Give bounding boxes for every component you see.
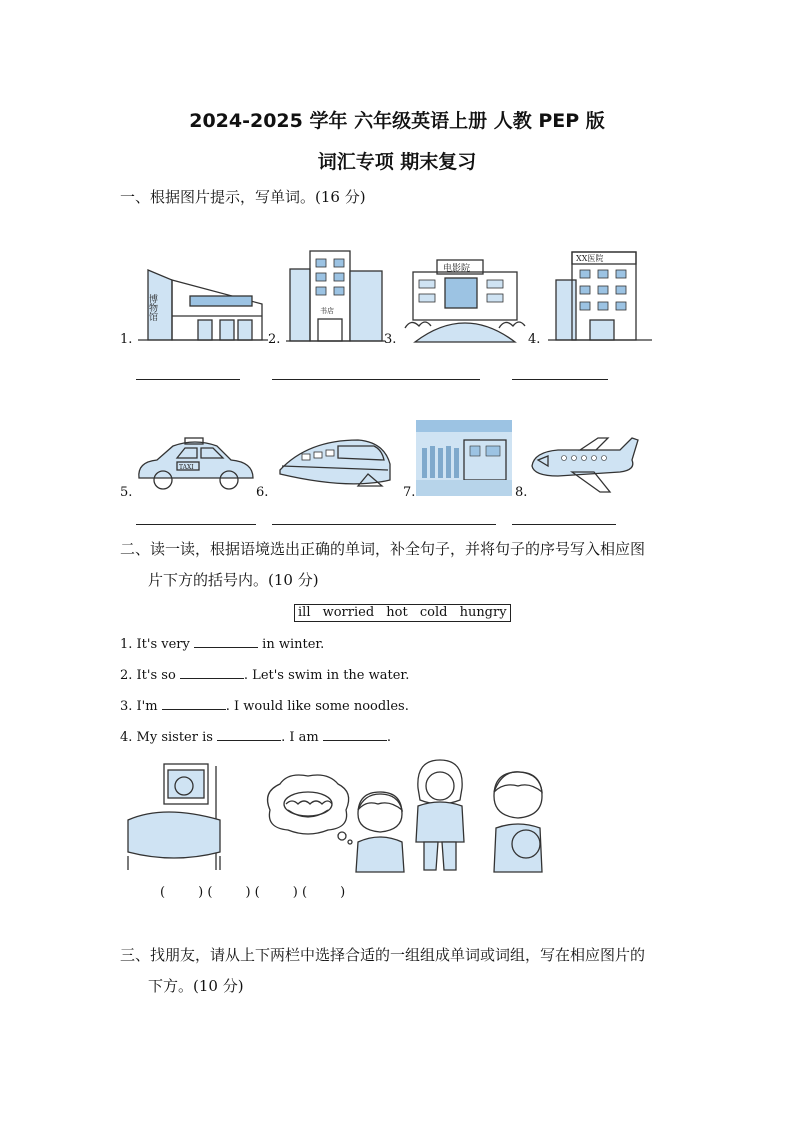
page-title: 2024-2025 学年 六年级英语上册 人教 PEP 版 — [189, 110, 605, 132]
item-number-6: 6. — [256, 485, 269, 500]
item-number-5: 5. — [120, 485, 133, 500]
noodles-thought-image — [262, 772, 354, 844]
sentence-2-start: 2. It's so — [120, 668, 176, 683]
section2-heading-line2: 片下方的括号内。(10 分) — [148, 571, 319, 589]
sentence-2-blank[interactable] — [180, 666, 244, 679]
section1-heading: 一、根据图片提示，写单词。(16 分) — [120, 188, 366, 206]
hungry-boy-image — [348, 790, 410, 874]
sentence-2-end: . Let's swim in the water. — [243, 668, 410, 683]
sentence-4-end: . — [386, 730, 391, 745]
bookstore-image — [290, 265, 385, 343]
sentence-1 — [120, 635, 324, 652]
item-number-2: 2. — [268, 332, 281, 347]
answer-brackets[interactable]: ( ) ( ) ( ) ( ) — [160, 885, 346, 900]
cold-person-image — [410, 758, 468, 874]
sentence-4 — [120, 728, 391, 745]
answer-line-2[interactable] — [272, 379, 480, 380]
hospital-image — [548, 250, 648, 342]
sentence-4-blank-1[interactable] — [217, 728, 281, 741]
item-number-7: 7. — [403, 485, 416, 500]
sentence-3 — [120, 697, 409, 714]
sentence-4-middle: . I am — [281, 730, 319, 745]
cinema-sign: 电影院 — [443, 264, 471, 274]
train-image — [278, 434, 394, 494]
word-box: ill worried hot cold hungry — [294, 604, 511, 622]
answer-line-1[interactable] — [136, 379, 240, 380]
plane-image — [528, 436, 640, 494]
page-subtitle: 词汇专项 期末复习 — [317, 151, 477, 173]
bookstore-sign: 书店 — [320, 307, 334, 315]
item-number-1: 1. — [120, 332, 133, 347]
hot-boy-with-fan-image — [484, 766, 554, 874]
item-number-4: 4. — [528, 332, 541, 347]
cinema-image — [405, 258, 525, 344]
sentence-1-end: in winter. — [262, 637, 325, 652]
taxi-image — [133, 436, 257, 494]
sentence-3-start: 3. I'm — [120, 699, 158, 714]
section3-heading-line1: 三、找朋友，请从上下两栏中选择合适的一组组成单词或词组，写在相应图片的 — [120, 946, 646, 964]
item-number-3: 3. — [384, 332, 397, 347]
sentence-4-start: 4. My sister is — [120, 730, 213, 745]
sentence-4-blank-2[interactable] — [323, 728, 387, 741]
sentence-3-end: . I would like some noodles. — [225, 699, 409, 714]
item-number-8: 8. — [515, 485, 528, 500]
sick-girl-in-bed-image — [124, 760, 226, 872]
section3-heading-line2: 下方。(10 分) — [148, 977, 244, 995]
section2-heading-line1: 二、读一读，根据语境选出正确的单词，补全句子，并将句子的序号写入相应图 — [120, 540, 646, 558]
sentence-2 — [120, 666, 409, 683]
answer-line-3[interactable] — [512, 379, 608, 380]
sentence-1-blank[interactable] — [194, 635, 258, 648]
museum-sign: 博物馆 — [147, 294, 157, 321]
answer-line-5[interactable] — [272, 524, 496, 525]
hospital-sign: XX医院 — [576, 254, 604, 263]
answer-line-6[interactable] — [512, 524, 616, 525]
sentence-1-start: 1. It's very — [120, 637, 190, 652]
museum-image — [138, 268, 268, 342]
sentence-3-blank[interactable] — [162, 697, 226, 710]
answer-line-4[interactable] — [136, 524, 256, 525]
subway-image — [416, 420, 512, 496]
taxi-sign: TAXI — [179, 464, 194, 471]
